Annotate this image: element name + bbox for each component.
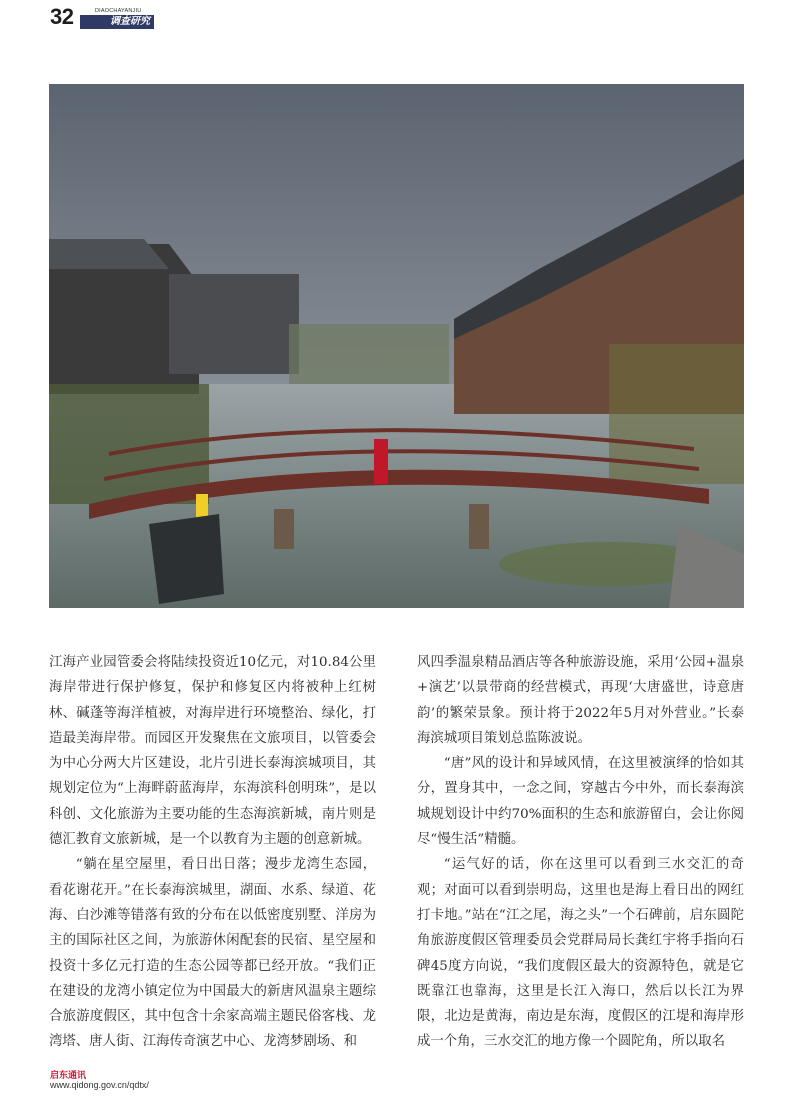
paragraph: “躺在星空屋里，看日出日落；漫步龙湾生态园，看花谢花开。”在长泰海滨城里，湖面、水系、绿道、花海、白沙滩等错落有致的分布在以低密度别墅、洋房为主的国际社区之间，为旅游休闲配套的民宿、星空屋和投资十多亿元打造的生态公园等都已经开放。“我们正在建设的龙湾小镇定位为中国最大的新唐风温泉主题综合旅游度假区，其中包含十余家高端主题民俗客栈、龙湾塔、唐人街、江海传奇演艺中心、龙湾梦剧场、和 — [49, 857, 376, 1050]
section-pinyin: DIAOCHAYANJIU — [95, 8, 142, 14]
section-title: 调查研究 — [80, 15, 154, 29]
photo-illustration — [49, 84, 744, 608]
paragraph: 风四季温泉精品酒店等各种旅游设施，采用‘公园+温泉+演艺’以景带商的经营模式，再现‘大唐盛世，诗意唐韵’的繁荣景象。预计将于2022年5月对外营业。”长泰海滨城项目策划总监陈波说。 — [417, 655, 744, 746]
page-number: 32 — [50, 4, 74, 29]
footer-url[interactable]: www.qidong.gov.cn/qdtx/ — [50, 1080, 149, 1090]
paragraph: “唐”风的设计和异域风情，在这里被演绎的恰如其分，置身其中，一念之间，穿越古今中外，而长泰海滨城规划设计中约70%面积的生态和旅游留白，会让你阅尽“慢生活”精髓。 — [417, 756, 744, 848]
article-left-column — [49, 650, 376, 1055]
footer-brand: 启东通讯 — [50, 1071, 87, 1081]
paragraph: “运气好的话，你在这里可以看到三水交汇的奇观；对面可以看到崇明岛，这里也是海上看日出的网红打卡地。”站在“江之尾，海之头”一个石碑前，启东圆陀角旅游度假区管理委员会党群局局长龚红宇将手指向石碑45度方向说，“我们度假区最大的资源特色，就是它既靠江也靠海，这里是长江入海口，然后以长江为界限，北边是黄海，南边是东海，度假区的江堤和海岸形成一个角，三水交汇的地方像一个圆陀角，所以取名 — [417, 857, 744, 1050]
photo-image — [49, 84, 744, 608]
article-right-column — [417, 650, 744, 1055]
section-badge — [80, 8, 154, 28]
paragraph: 江海产业园管委会将陆续投资近10亿元，对10.84公里海岸带进行保护修复，保护和修复区内将被种上红树林、碱蓬等海洋植被，对海岸进行环境整治、绿化，打造最美海岸带。而园区开发聚焦在文旅项目，以管委会为中心分两大片区建设，北片引进长泰海滨城项目，其规划定位为“上海畔蔚蓝海岸，东海滨科创明珠”，是以科创、文化旅游为主要功能的生态海滨新城，南片则是德汇教育文旅新城，是一个以教育为主题的创意新城。 — [49, 655, 376, 848]
